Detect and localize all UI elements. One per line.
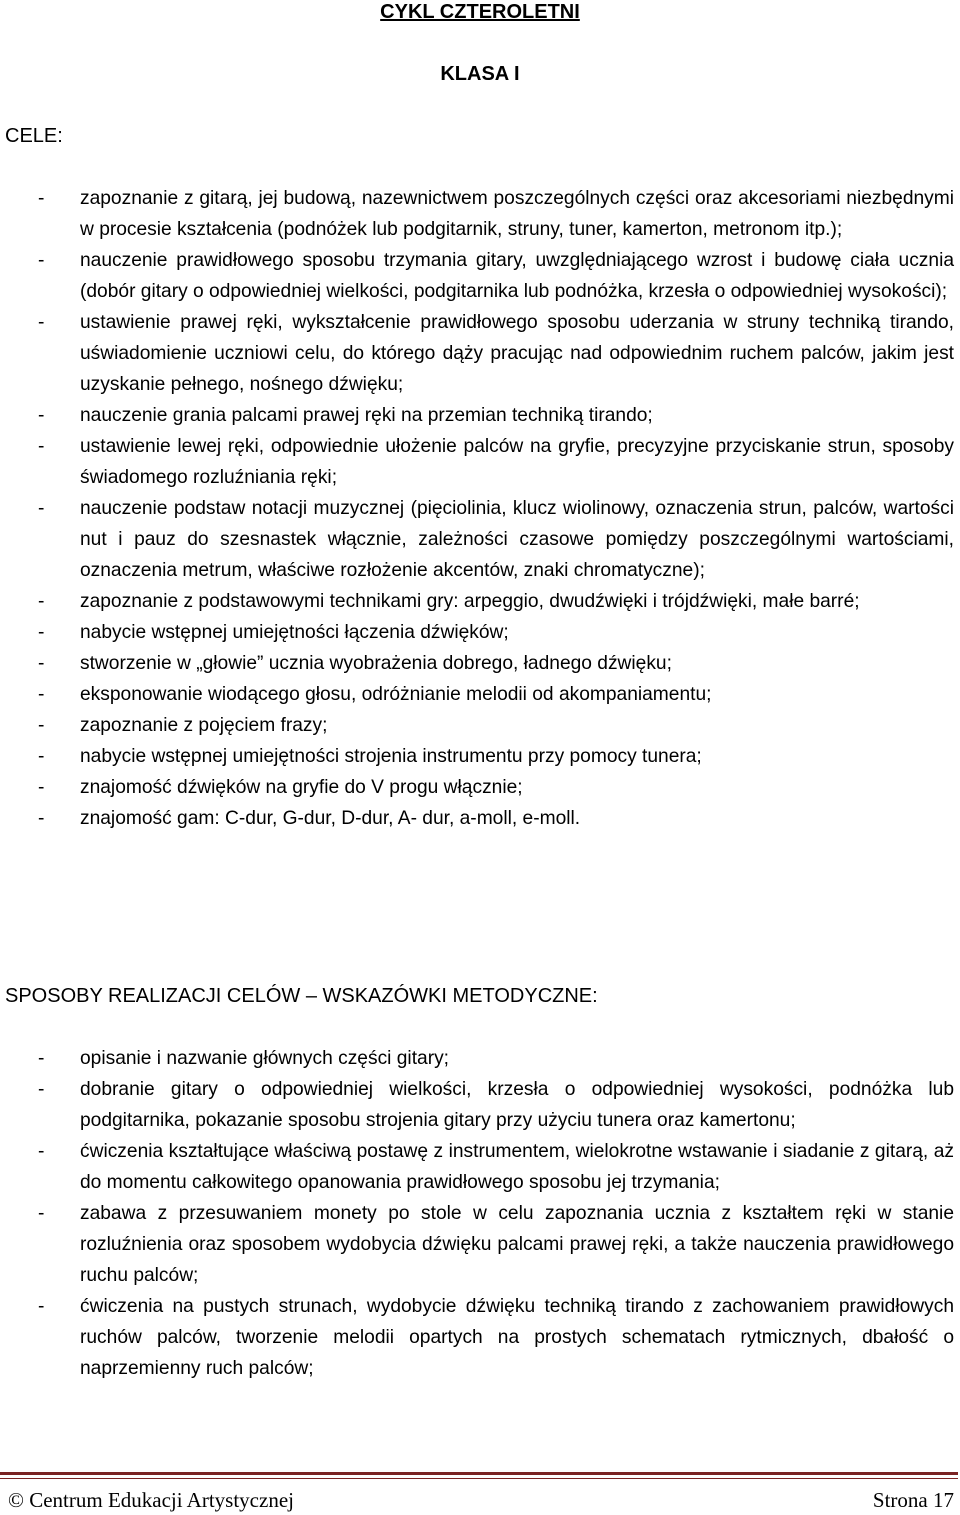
goal-item: - zapoznanie z pojęciem frazy; xyxy=(0,710,960,741)
goal-item: - stworzenie w „głowie” ucznia wyobrażenia dobrego, ładnego dźwięku; xyxy=(0,648,960,679)
goal-item: - nabycie wstępnej umiejętności strojenia instrumentu przy pomocy tunera; xyxy=(0,741,960,772)
methods-heading: SPOSOBY REALIZACJI CELÓW – WSKAZÓWKI METODYCZNE: xyxy=(5,985,598,1007)
footer-divider-thin xyxy=(0,1478,958,1479)
footer-copyright: © Centrum Edukacji Artystycznej xyxy=(8,1488,294,1512)
method-item: - opisanie i nazwanie głównych części gitary; xyxy=(0,1043,960,1074)
goal-item: - zapoznanie z podstawowymi technikami gry: arpeggio, dwudźwięki i trójdźwięki, małe barré; xyxy=(0,586,960,617)
document-title: CYKL CZTEROLETNI xyxy=(380,1,580,23)
method-item: - ćwiczenia kształtujące właściwą postawę z instrumentem, wielokrotne wstawanie i siadanie z gitarą, aż do momentu całkowitego opanowania prawidłowego sposobu jej trzymania; xyxy=(0,1136,960,1198)
method-item: - dobranie gitary o odpowiedniej wielkości, krzesła o odpowiedniej wysokości, podnóżka lub podgitarnika, pokazanie sposobu strojenia gitary przy użyciu tunera oraz kamertonu; xyxy=(0,1074,960,1136)
goal-item: - nauczenie grania palcami prawej ręki na przemian techniką tirando; xyxy=(0,400,960,431)
methods-list xyxy=(0,1043,960,1384)
method-item: - ćwiczenia na pustych strunach, wydobycie dźwięku techniką tirando z zachowaniem prawidłowych ruchów palców, tworzenie melodii opartych na prostych schematach rytmicznych, dbałość o naprzemienny ruch palców; xyxy=(0,1291,960,1384)
class-subtitle: KLASA I xyxy=(440,63,520,85)
goal-item: - znajomość dźwięków na gryfie do V progu włącznie; xyxy=(0,772,960,803)
page-number: Strona 17 xyxy=(872,1488,954,1512)
goals-list xyxy=(0,183,960,834)
goal-item: - ustawienie prawej ręki, wykształcenie prawidłowego sposobu uderzania w struny techniką tirando, uświadomienie uczniowi celu, do którego dąży pracując nad odpowiednim ruchem palców, jakim jest uzyskanie pełnego, nośnego dźwięku; xyxy=(0,307,960,400)
goal-item: - znajomość gam: C-dur, G-dur, D-dur, A- dur, a-moll, e-moll. xyxy=(0,803,960,834)
method-item: - zabawa z przesuwaniem monety po stole w celu zapoznania ucznia z kształtem ręki w stanie rozluźnienia oraz sposobem wydobycia dźwięku palcami prawej ręki, a także nauczenia prawidłowego ruchu palców; xyxy=(0,1198,960,1291)
goal-item: - nabycie wstępnej umiejętności łączenia dźwięków; xyxy=(0,617,960,648)
goal-item: - nauczenie podstaw notacji muzycznej (pięciolinia, klucz wiolinowy, oznaczenia strun, palców, wartości nut i pauz do szesnastek włącznie, zależności czasowe pomiędzy poszczególnymi wartościami, oznaczenia metrum, właściwe rozłożenie akcentów, znaki chromatyczne); xyxy=(0,493,960,586)
goal-item: - eksponowanie wiodącego głosu, odróżnianie melodii od akompaniamentu; xyxy=(0,679,960,710)
goal-item: - ustawienie lewej ręki, odpowiednie ułożenie palców na gryfie, precyzyjne przyciskanie strun, sposoby świadomego rozluźniania ręki; xyxy=(0,431,960,493)
goal-item: - nauczenie prawidłowego sposobu trzymania gitary, uwzględniającego wzrost i budowę ciała ucznia (dobór gitary o odpowiedniej wielkości, podgitarnika lub podnóżka, krzesła o odpowiedniej wysokości); xyxy=(0,245,960,307)
goal-item: - zapoznanie z gitarą, jej budową, nazewnictwem poszczególnych części oraz akcesoriami niezbędnymi w procesie kształcenia (podnóżek lub podgitarnik, struny, tuner, kamerton, metronom itp.); xyxy=(0,183,960,245)
goals-heading: CELE: xyxy=(5,125,63,147)
footer-divider xyxy=(0,1472,958,1475)
